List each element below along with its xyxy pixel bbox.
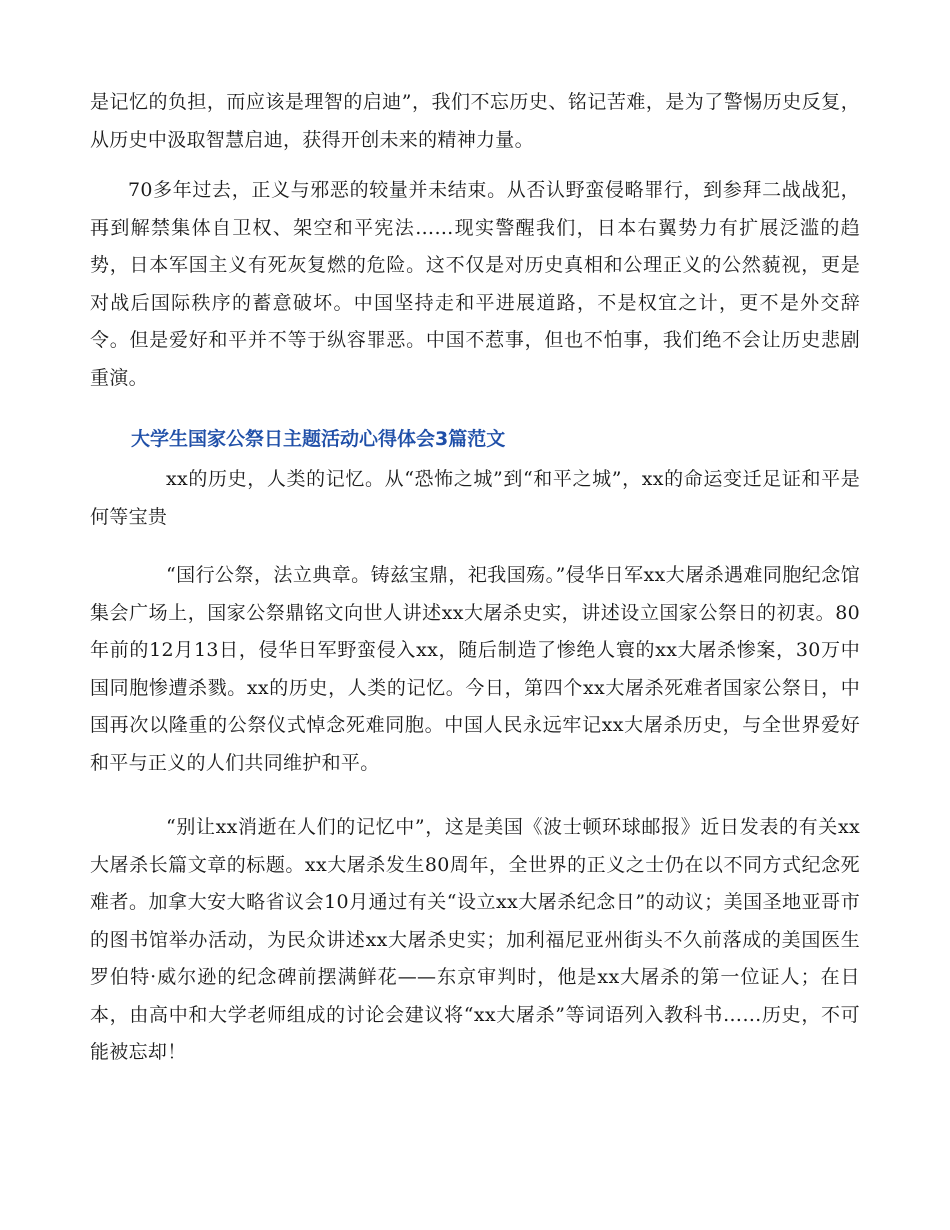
paragraph-memorial: “国行公祭，法立典章。铸兹宝鼎，祀我国殇。”侵华日军xx大屠杀遇难同胞纪念馆集会广场上，国家公祭鼎铭文向世人讲述xx大屠杀史实，讲述设立国家公祭日的初衷。80年前的12月13日，侵华日军野蛮侵入xx，随后制造了惨绝人寰的xx大屠杀惨案，30万中国同胞惨遭杀戮。xx的历史，人类的记忆。今日，第四个xx大屠杀死难者国家公祭日，中国再次以隆重的公祭仪式悼念死难同胞。中国人民永远牢记xx大屠杀历史，与全世界爱好和平与正义的人们共同维护和平。 — [90, 564, 860, 774]
paragraph-continuation: 是记忆的负担，而应该是理智的启迪”，我们不忘历史、铭记苦难，是为了警惕历史反复，从历史中汲取智慧启迪，获得开创未来的精神力量。 — [90, 91, 860, 151]
paragraph-international: “别让xx消逝在人们的记忆中”，这是美国《波士顿环球邮报》近日发表的有关xx大屠杀长篇文章的标题。xx大屠杀发生80周年，全世界的正义之士仍在以不同方式纪念死难者。加拿大安大略省议会10月通过有关“设立xx大屠杀纪念日”的动议；美国圣地亚哥市的图书馆举办活动，为民众讲述xx大屠杀史实；加利福尼亚州街头不久前落成的美国医生罗伯特·威尔逊的纪念碑前摆满鲜花——东京审判时，他是xx大屠杀的第一位证人；在日本，由高中和大学老师组成的讨论会建议将“xx大屠杀”等词语列入教科书……历史，不可能被忘却！ — [90, 816, 860, 1063]
paragraph-70-years: 70多年过去，正义与邪恶的较量并未结束。从否认野蛮侵略罪行，到参拜二战战犯，再到解禁集体自卫权、架空和平宪法……现实警醒我们，日本右翼势力有扩展泛滥的趋势，日本军国主义有死灰复燃的危险。这不仅是对历史真相和公理正义的公然藐视，更是对战后国际秩序的蓄意破坏。中国坚持走和平进展道路，不是权宜之计，更不是外交辞令。但是爱好和平并不等于纵容罪恶。中国不惹事，但也不怕事，我们绝不会让历史悲剧重演。 — [90, 179, 860, 389]
paragraph-intro: xx的历史，人类的记忆。从“恐怖之城”到“和平之城”，xx的命运变迁足证和平是何等宝贵 — [90, 468, 860, 528]
section-heading: 大学生国家公祭日主题活动心得体会3篇范文 — [131, 428, 506, 450]
